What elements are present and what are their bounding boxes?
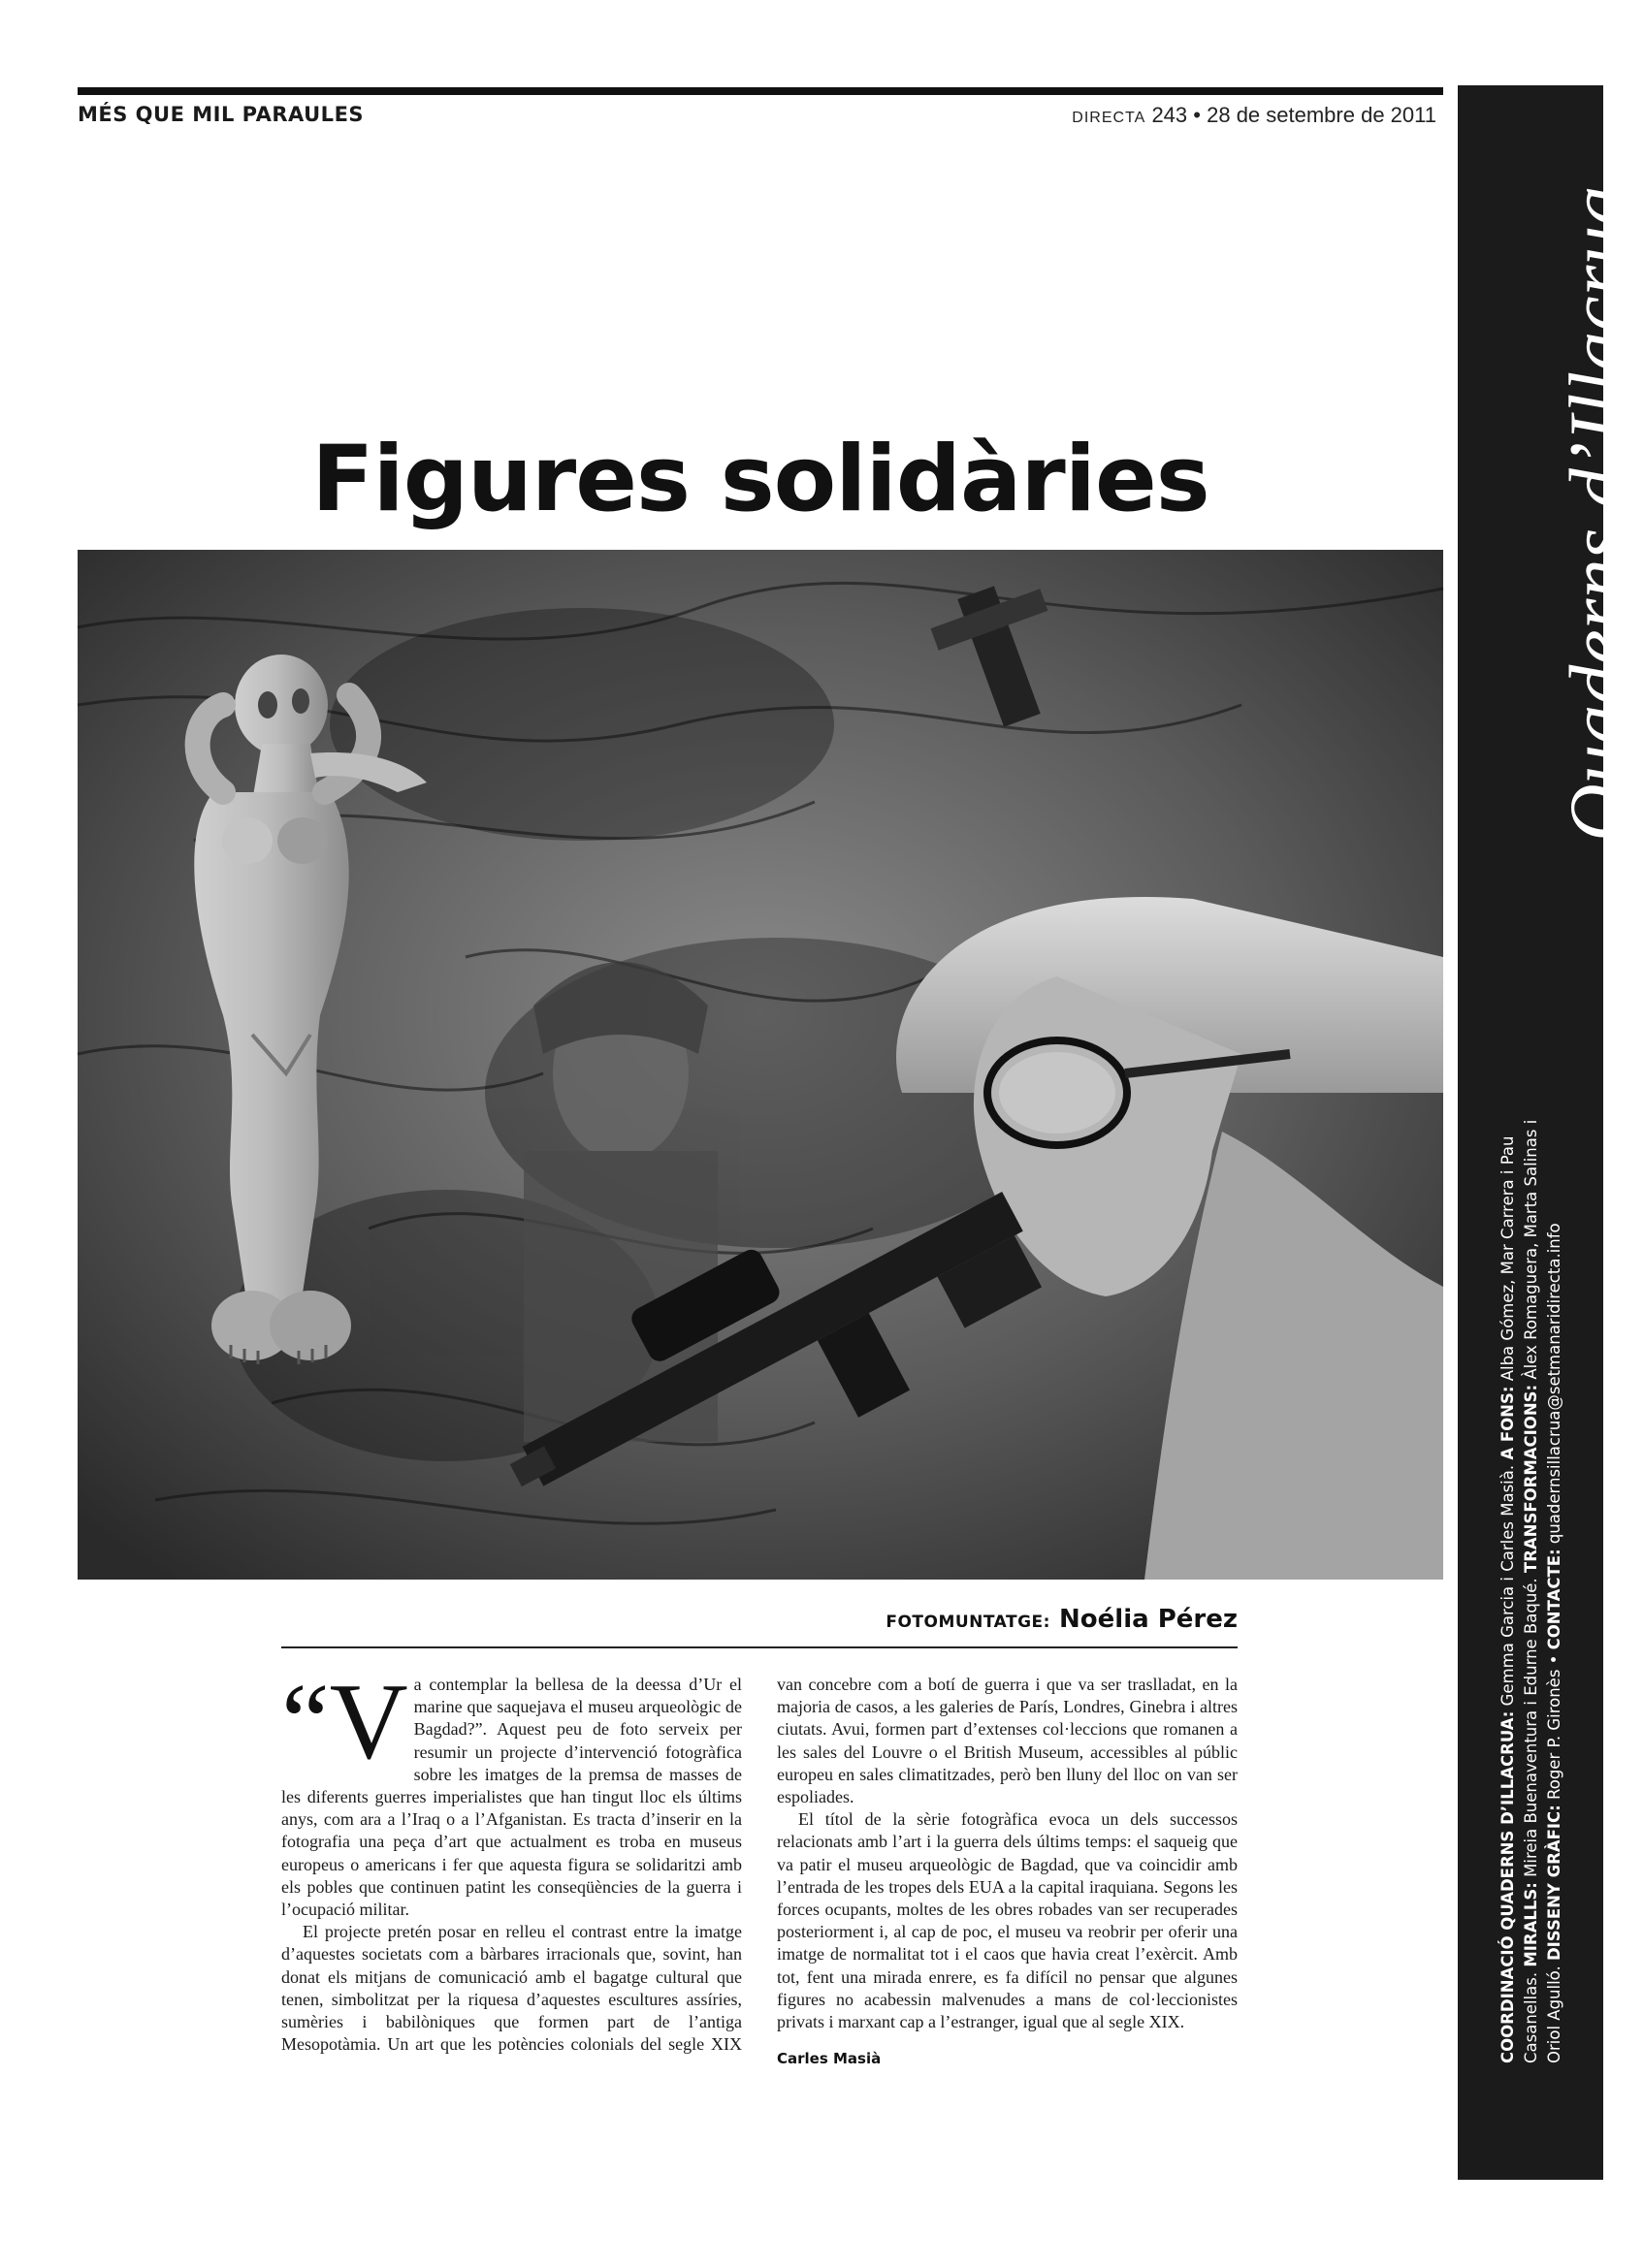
credit-text-afons: Alba Gómez, Mar Carrera i Pau Casanellas. <box>1498 1135 1540 2063</box>
header-rule <box>78 87 1443 95</box>
article-paragraph <box>281 1662 742 1921</box>
publication-name: DIRECTA <box>1072 110 1146 126</box>
page-title: Figures solidàries <box>311 427 1209 532</box>
article-body <box>281 1662 1238 2056</box>
photomontage-image <box>78 550 1443 1580</box>
issue-separator: • <box>1193 103 1201 127</box>
article-paragraph: El títol de la sèrie fotogràfica evoca un dels successos relacionats amb l’art i la guerra dels últims temps: el saqueig que va patir el museu arqueològic de Bagdad, que va coincidir amb l’entrada de les tropes dels EUA a la capital iraquiana. Segons les forces ocupants, moltes de les obres robades van ser recuperades posteriorment i, al cap de poc, el museu va reobrir per oferir una imatge de normalitat tot i el caos que havia creat l’exèrcit. Amb tot, fent una mirada enrere, es fa difícil no pensar que algunes figures no acabessin malvenudes a mans de col·leccionistes privats i marxant cap a l’estranger, igual que al segle XIX. <box>777 1809 1238 2032</box>
section-label: MÉS QUE MIL PARAULES <box>78 103 365 126</box>
brand-title <box>1494 185 1641 842</box>
article-rule <box>281 1646 1238 1648</box>
paragraph-text: a contemplar la bellesa de la deessa d’Ur el marine que saquejava el museu arqueològic de Bagdad?”. Aquest peu de foto serveix per resumir un projecte d’intervenció fotogràfica sobre les imatges de la premsa de masses de les diferents guerres imperialistes que han tingut lloc els últims anys, com ara a l’Iraq o a l’Afganistan. Es tracta d’inserir en la fotografia una peça d’art que actualment es troba en museus europeus o americans i fer que aquesta figura se solidaritzi amb els pobles que continuen patint les conseqüències de la guerra i l’ocupació militar. <box>281 1675 742 1920</box>
author-signature: Carles Masià <box>777 2050 882 2067</box>
credit-text-coordination: Gemma Garcia i Carles Masià. <box>1498 1459 1517 1711</box>
credit-text-contacte: quadernsillacrua@setmanaridirecta.info <box>1545 1223 1563 1549</box>
credit-label-afons: A FONS: <box>1498 1386 1517 1460</box>
brand-text: Quaderns d’Illacrua <box>1553 185 1641 842</box>
credit-label-transformacions: TRANSFORMACIONS: <box>1522 1384 1540 1574</box>
issue-date: 28 de setembre de 2011 <box>1207 103 1436 127</box>
dropcap: “V <box>281 1662 408 1782</box>
photo-credit-label: FOTOMUNTATGE: <box>886 1613 1050 1632</box>
credit-text-transformacions: Àlex Romaguera, Marta Salinas i Oriol Agulló. <box>1522 1119 1563 2063</box>
credits-text <box>1497 1084 1566 2063</box>
credit-text-miralls: Mireia Buenaventura i Edurne Baqué. <box>1522 1573 1540 1883</box>
credit-label-miralls: MIRALLS: <box>1522 1882 1540 1967</box>
credit-label-coordination: COORDINACIÓ QUADERNS D’ILLACRUA: <box>1498 1710 1517 2063</box>
credit-label-disseny: DISSENY GRÀFIC: <box>1545 1805 1563 1962</box>
article-paragraph: El projecte pretén posar en relleu el contrast entre la imatge d’aquestes societats com a bàrbares irracionals que, sovint, han donat els mitjans de comunicació amb el bagatge cultural que tenen, simbolitzat per la riquesa d’aquestes escultures assíries, sumèries i babilòniques que formen part de l’antiga Mesopotàmia. Un art que les potències colonials del segle XIX van concebre com a botí de guerra i que va ser traslladat, en la majoria de casos, a les galeries de París, Londres, Ginebra i altres ciutats. Avui, formen part d’extenses col·leccions que romanen a les sales del Louvre o el British Museum, accessibles al públic europeu en sales climatitzades, però ben lluny del lloc on van ser espoliades. <box>281 1675 1238 2055</box>
photo-credit <box>886 1605 1238 1634</box>
credit-label-contacte: CONTACTE: <box>1545 1549 1563 1650</box>
photo-credit-name: Noélia Pérez <box>1059 1605 1238 1634</box>
issue-number: 243 <box>1151 103 1188 127</box>
credit-text-disseny: Roger P. Gironès • <box>1545 1649 1563 1805</box>
issue-info <box>1072 103 1436 128</box>
